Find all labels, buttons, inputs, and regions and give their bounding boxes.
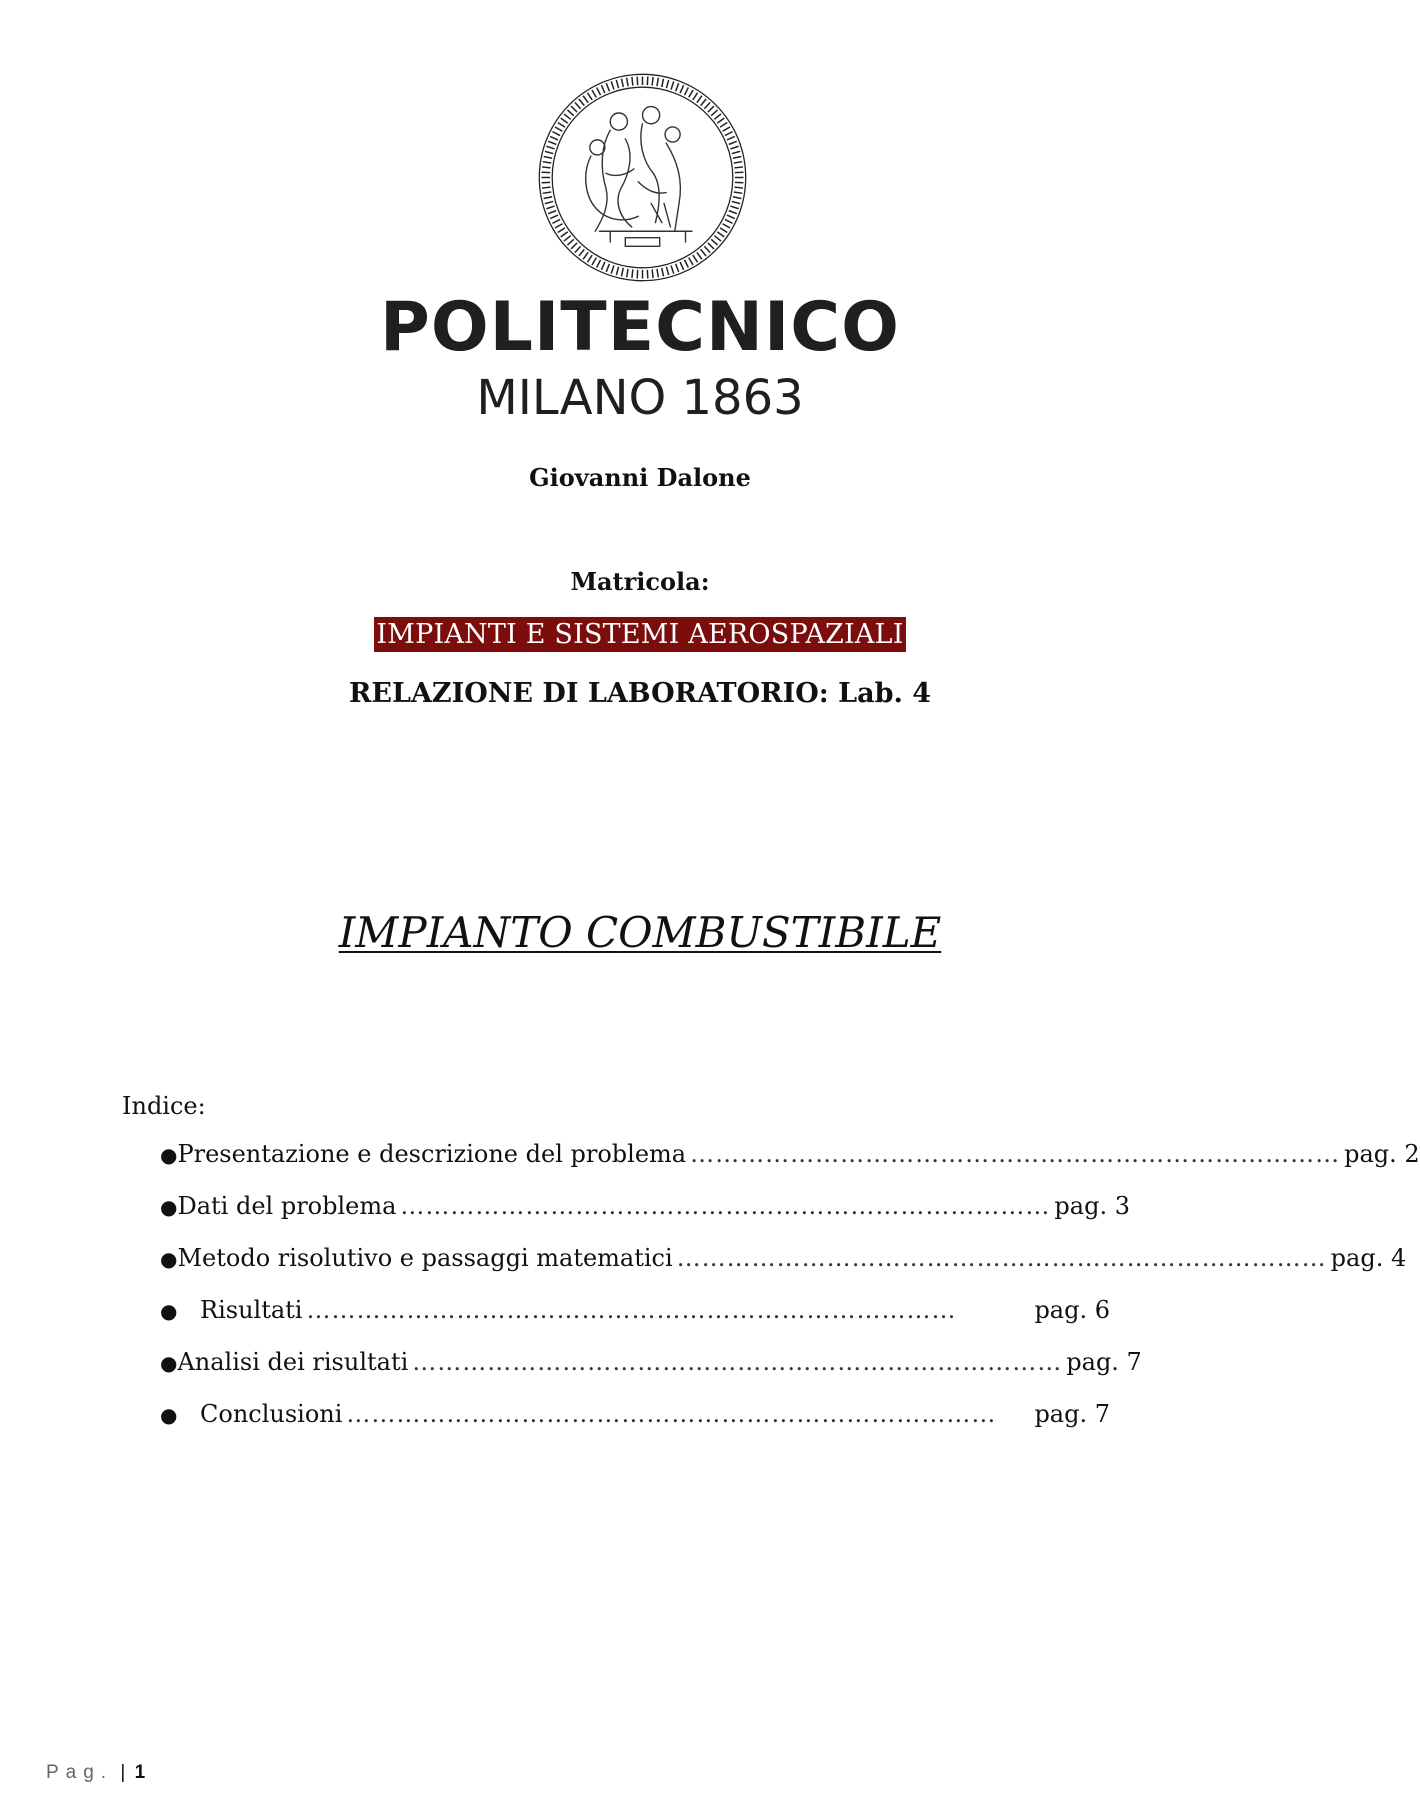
logo-subtitle: MILANO 1863 [476, 370, 804, 426]
toc-item-label: Analisi dei risultati [177, 1348, 409, 1376]
toc-leader-dots: …………………………………………………………………… [676, 1244, 1327, 1272]
toc-item-label: Dati del problema [177, 1192, 397, 1220]
toc-leader-dots: …………………………………………………………………… [690, 1140, 1341, 1168]
bullet-icon: ● [160, 1299, 178, 1323]
course-banner [0, 617, 1280, 652]
toc-item [160, 1296, 1110, 1348]
logo-title: POLITECNICO [380, 288, 900, 367]
bullet-icon: ● [160, 1351, 178, 1375]
toc-leader-dots: …………………………………………………………………… [400, 1192, 1051, 1220]
toc-item [160, 1192, 1130, 1244]
footer-separator: | [120, 1762, 126, 1783]
toc-item-label: Metodo risolutivo e passaggi matematici [177, 1244, 673, 1272]
toc-leader-dots: …………………………………………………………………… [412, 1348, 1063, 1376]
table-of-contents [160, 1140, 1420, 1452]
toc-item-page: pag. 7 [1066, 1348, 1142, 1376]
toc-item [160, 1244, 1407, 1296]
page-footer [46, 1762, 145, 1784]
course-title: IMPIANTI E SISTEMI AEROSPAZIALI [376, 619, 904, 650]
bullet-icon: ● [160, 1247, 178, 1271]
toc-heading: Indice: [122, 1092, 206, 1120]
toc-leader-dots: …………………………………………………………………… [346, 1400, 997, 1428]
toc-item [160, 1348, 1142, 1400]
toc-item-label: Conclusioni [200, 1400, 343, 1428]
toc-leader-dots: …………………………………………………………………… [306, 1296, 957, 1324]
matricola-label: Matricola: [570, 567, 710, 596]
toc-item-label: Presentazione e descrizione del problema [177, 1140, 687, 1168]
toc-item [160, 1140, 1420, 1192]
footer-page-label: Pag. [46, 1762, 114, 1783]
footer-page-number: 1 [134, 1762, 146, 1783]
toc-item-page: pag. 6 [1034, 1296, 1110, 1324]
toc-item-page: pag. 3 [1054, 1192, 1130, 1220]
toc-item-label: Risultati [200, 1296, 303, 1324]
toc-item-page: pag. 7 [1034, 1400, 1110, 1428]
politecnico-seal-icon [535, 70, 750, 285]
toc-item-page: pag. 2 [1344, 1140, 1420, 1168]
toc-item [160, 1400, 1110, 1452]
bullet-icon: ● [160, 1143, 178, 1167]
bullet-icon: ● [160, 1403, 178, 1427]
document-title: IMPIANTO COMBUSTIBILE [338, 908, 942, 957]
report-subtitle: RELAZIONE DI LABORATORIO: Lab. 4 [348, 678, 932, 709]
bullet-icon: ● [160, 1195, 178, 1219]
author-name: Giovanni Dalone [529, 463, 751, 492]
toc-item-page: pag. 4 [1330, 1244, 1407, 1272]
